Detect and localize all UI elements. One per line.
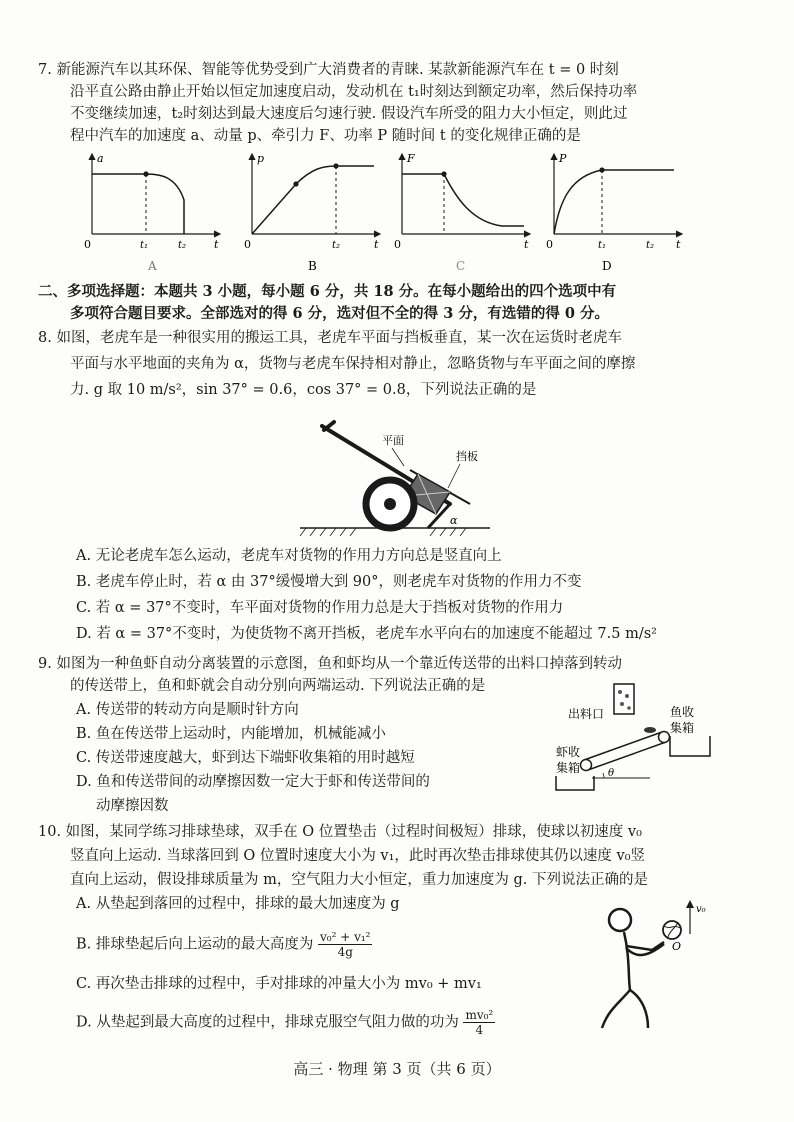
q10-option-d-fraction [463, 1008, 495, 1037]
graph-a-label: A [148, 259, 157, 273]
q7-graphs [80, 148, 720, 276]
q9-option-b: B. 鱼在传送带上运动时，内能增加，机械能减小 [76, 726, 386, 742]
graph-c-t: t [524, 238, 529, 251]
graph-a-t: t [214, 238, 219, 251]
q7-line-1: 7. 新能源汽车以其环保、智能等优势受到广大消费者的青睐. 某款新能源汽车在 t = 0 时刻 [38, 62, 619, 78]
section2-line-1: 二、多项选择题：本题共 3 小题，每小题 6 分，共 18 分。在每小题给出的四个选项中有 [38, 283, 617, 300]
graph-b-y-label: p [257, 152, 265, 165]
q9-option-d: D. 鱼和传送带间的动摩擦因数一定大于虾和传送带间的 [76, 774, 430, 790]
q9-line-1: 9. 如图为一种鱼虾自动分离装置的示意图，鱼和虾均从一个靠近传送带的出料口掉落到转动 [38, 656, 622, 672]
label-theta: θ [608, 768, 615, 779]
graph-b [244, 152, 380, 273]
q8-line-3: 力. g 取 10 m/s²，sin 37° = 0.6，cos 37° = 0.8，下列说法正确的是 [70, 382, 537, 398]
q10-line-2: 竖直向上运动. 当球落回到 O 位置时速度大小为 v₁，此时再次垫击排球使其仍以速度 v₀竖 [70, 848, 646, 864]
q8-line-2: 平面与水平地面的夹角为 α，货物与老虎车保持相对静止，忽略货物与车平面之间的摩擦 [70, 356, 636, 372]
page-footer: 高三 · 物理 第 3 页（共 6 页） [293, 1060, 501, 1078]
q10-option-b-fraction [318, 930, 372, 959]
graph-c-y-label: F [407, 152, 415, 165]
graph-c [394, 152, 530, 273]
label-shrimp-box-1: 虾收 [556, 745, 581, 759]
label-fish-box-1: 鱼收 [670, 705, 695, 719]
graph-d-t2: t₂ [646, 240, 655, 251]
q10-option-b-numerator: v₀² + v₁² [319, 930, 371, 944]
q10-option-a: A. 从垫起到落回的过程中，排球的最大加速度为 g [76, 896, 400, 912]
q8-line-1: 8. 如图，老虎车是一种很实用的搬运工具，老虎车平面与挡板垂直，某一次在运货时老虎车 [38, 330, 622, 346]
q10-option-d [76, 1008, 495, 1037]
q10-option-b [76, 930, 372, 959]
q8-option-b: B. 老虎车停止时，若 α 由 37°缓慢增大到 90°，则老虎车对货物的作用力不变 [76, 574, 582, 590]
label-fish-box-2: 集箱 [670, 721, 695, 735]
q7-line-3: 不变继续加速，t₂时刻达到最大速度后匀速行驶. 假设汽车所受的阻力大小恒定，则此过 [70, 106, 628, 122]
graph-a [84, 152, 220, 273]
label-board: 挡板 [456, 450, 478, 463]
graph-d-t1: t₁ [598, 240, 607, 251]
label-shrimp-box-2: 集箱 [556, 761, 581, 775]
q10-option-d-numerator: mv₀² [465, 1008, 494, 1022]
label-v0: v₀ [696, 904, 706, 915]
q10-line-1: 10. 如图，某同学练习排球垫球，双手在 O 位置垫击（过程时间极短）排球，使球以初速度 v₀ [38, 824, 642, 840]
graph-a-t1: t₁ [140, 240, 149, 251]
graph-c-label: C [456, 259, 466, 273]
label-point-o: O [672, 940, 682, 953]
graph-b-label: B [308, 259, 317, 273]
q10-option-d-text: D. 从垫起到最大高度的过程中，排球克服空气阻力做的功为 [76, 1014, 459, 1031]
volleyball-figure [590, 898, 720, 1032]
graph-d-label: D [602, 259, 612, 273]
graph-a-y-label: a [97, 152, 104, 165]
q10-option-b-text: B. 排球垫起后向上运动的最大高度为 [76, 936, 314, 953]
graph-d-y-label: P [559, 152, 567, 165]
graph-c-origin: 0 [394, 238, 401, 251]
hand-truck-alpha: α [450, 514, 458, 527]
q8-option-c: C. 若 α = 37°不变时，车平面对货物的作用力总是大于挡板对货物的作用力 [76, 600, 564, 616]
label-plane: 平面 [382, 434, 404, 447]
graph-a-t2: t₂ [178, 240, 187, 251]
q9-option-d-cont: 动摩擦因数 [96, 798, 169, 814]
q10-option-c: C. 再次垫击排球的过程中，手对排球的冲量大小为 mv₀ + mv₁ [76, 976, 482, 992]
q10-line-3: 直向上运动，假设排球质量为 m，空气阻力大小恒定，重力加速度为 g. 下列说法正确的是 [70, 872, 648, 888]
graph-d-origin: 0 [546, 238, 553, 251]
conveyor-figure [554, 682, 720, 794]
q7-line-4: 程中汽车的加速度 a、动量 p、牵引力 F、功率 P 随时间 t 的变化规律正确的是 [70, 128, 581, 144]
label-outlet: 出料口 [568, 707, 605, 721]
q9-option-a: A. 传送带的转动方向是顺时针方向 [76, 702, 299, 718]
q8-option-a: A. 无论老虎车怎么运动，老虎车对货物的作用力方向总是竖直向上 [76, 548, 502, 564]
graph-a-origin: 0 [84, 238, 91, 251]
graph-d-t: t [676, 238, 681, 251]
q10-option-d-denominator: 4 [475, 1023, 484, 1037]
q10-option-b-denominator: 4g [337, 945, 353, 959]
graph-b-origin: 0 [244, 238, 251, 251]
graph-b-t: t [374, 238, 379, 251]
section2-line-2: 多项符合题目要求。全部选对的得 6 分，选对但不全的得 3 分，有选错的得 0 分。 [70, 305, 610, 322]
q8-option-d: D. 若 α = 37°不变时，为使货物不离开挡板，老虎车水平向右的加速度不能超过 7.5 m/s² [76, 626, 657, 642]
q9-option-c: C. 传送带速度越大，虾到达下端虾收集箱的用时越短 [76, 750, 415, 766]
hand-truck-figure [300, 408, 500, 540]
q7-line-2: 沿平直公路由静止开始以恒定加速度启动，发动机在 t₁时刻达到额定功率，然后保持功率 [70, 84, 638, 100]
graph-d [546, 152, 682, 273]
graph-b-t2: t₂ [332, 240, 341, 251]
q9-line-2: 的传送带上，鱼和虾就会自动分别向两端运动. 下列说法正确的是 [70, 678, 486, 694]
